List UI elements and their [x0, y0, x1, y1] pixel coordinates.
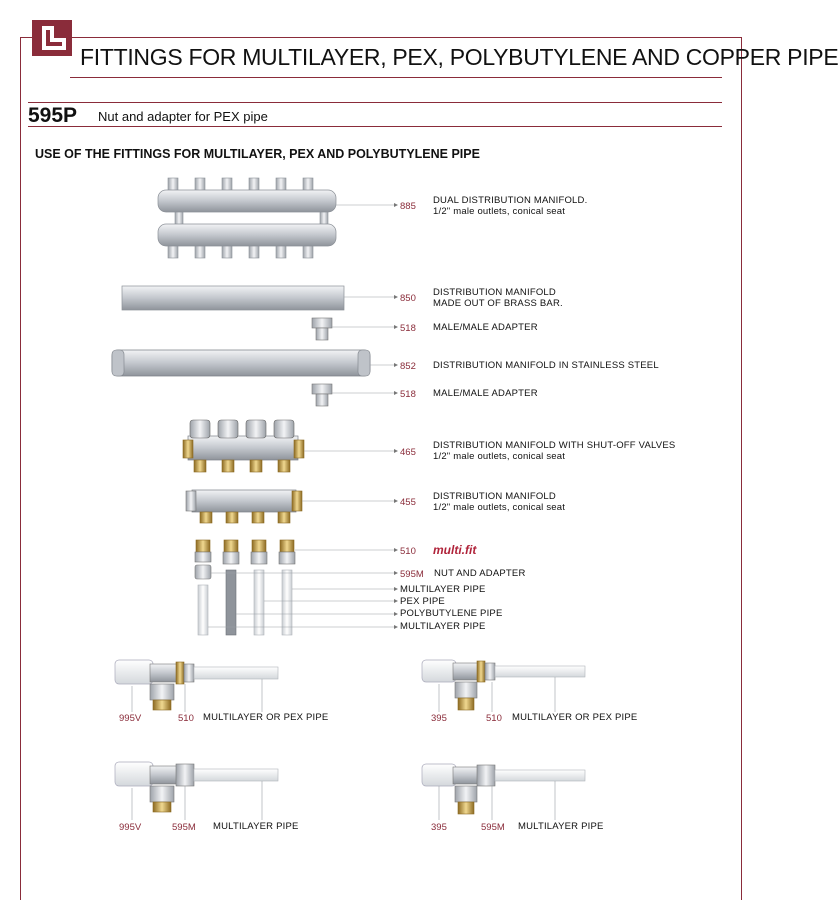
item-desc-885-line2: 1/2" male outlets, conical seat: [433, 206, 566, 217]
item-desc-465-line1: DISTRIBUTION MANIFOLD WITH SHUT-OFF VALVES: [433, 440, 676, 451]
pipe-label-multilayer-1: MULTILAYER PIPE: [400, 584, 486, 595]
item-desc-455-line1: DISTRIBUTION MANIFOLD: [433, 491, 556, 502]
brass-bar-manifold-850-image: [122, 286, 344, 310]
item-code-465: 465: [400, 447, 416, 458]
pipe-label-polybutylene: POLYBUTYLENE PIPE: [400, 608, 503, 619]
fitting-code-595m: 595M: [400, 569, 424, 580]
valve-manifold-465-image: [183, 420, 304, 472]
fitting-code-510: 510: [400, 546, 416, 557]
page-title: FITTINGS FOR MULTILAYER, PEX, POLYBUTYLENE AND COPPER PIPE: [80, 44, 838, 70]
multifit-brand-logo: multi.fit: [433, 543, 477, 557]
item-desc-850-line1: DISTRIBUTION MANIFOLD: [433, 287, 556, 298]
section-title: USE OF THE FITTINGS FOR MULTILAYER, PEX AND POLYBUTYLENE PIPE: [35, 147, 480, 161]
item-code-518-b: 518: [400, 389, 416, 400]
pipe-label-multilayer-2: MULTILAYER PIPE: [400, 621, 486, 632]
pipe-label-pex: PEX PIPE: [400, 596, 445, 607]
assembly-4-label: MULTILAYER PIPE: [518, 821, 604, 832]
item-desc-850-line2: MADE OUT OF BRASS BAR.: [433, 298, 563, 309]
item-code-852: 852: [400, 361, 416, 372]
male-male-adapter-518-image-2: [312, 384, 332, 406]
assembly-3-code-b: 595M: [172, 822, 196, 833]
assembly-4-code-b: 595M: [481, 822, 505, 833]
fitting-desc-595m: NUT AND ADAPTER: [434, 568, 526, 579]
assembly-4-code-a: 395: [431, 822, 447, 833]
assembly-2-label: MULTILAYER OR PEX PIPE: [512, 712, 638, 723]
product-code: 595P: [28, 104, 78, 127]
item-code-455: 455: [400, 497, 416, 508]
fittings-and-pipes-image: [195, 540, 295, 635]
assembly-valve-395-595m-image: [422, 764, 585, 814]
assembly-valve-395-510-image: [422, 660, 585, 710]
assembly-3-label: MULTILAYER PIPE: [213, 821, 299, 832]
assembly-1-code-b: 510: [178, 713, 194, 724]
assembly-valve-995v-510-image: [115, 660, 278, 710]
manifold-455-image: [186, 490, 302, 523]
assembly-valve-995v-595m-image: [115, 762, 278, 812]
item-desc-852: DISTRIBUTION MANIFOLD IN STAINLESS STEEL: [433, 360, 659, 371]
item-desc-455-line2: 1/2" male outlets, conical seat: [433, 502, 566, 513]
assembly-1-code-a: 995V: [119, 713, 142, 724]
stainless-manifold-852-image: [112, 350, 370, 376]
item-desc-518-a: MALE/MALE ADAPTER: [433, 322, 538, 333]
assembly-3-code-a: 995V: [119, 822, 142, 833]
item-desc-885-line1: DUAL DISTRIBUTION MANIFOLD.: [433, 195, 588, 206]
item-code-885: 885: [400, 201, 416, 212]
assembly-2-code-a: 395: [431, 713, 447, 724]
dual-manifold-885-image: [158, 178, 336, 258]
assembly-2-code-b: 510: [486, 713, 502, 724]
item-code-850: 850: [400, 293, 416, 304]
assembly-1-label: MULTILAYER OR PEX PIPE: [203, 712, 329, 723]
item-code-518-a: 518: [400, 323, 416, 334]
item-desc-518-b: MALE/MALE ADAPTER: [433, 388, 538, 399]
item-desc-465-line2: 1/2" male outlets, conical seat: [433, 451, 566, 462]
male-male-adapter-518-image-1: [312, 318, 332, 340]
product-description: Nut and adapter for PEX pipe: [98, 109, 268, 124]
